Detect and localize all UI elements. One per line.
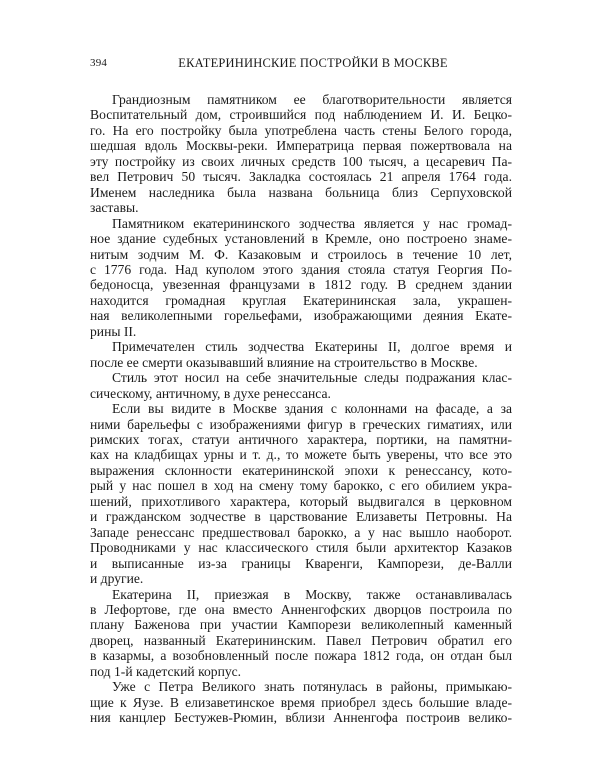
text-line: шений, прихотливого характера, который выдвигался в церковном <box>90 493 512 509</box>
text-line: рины II. <box>90 323 137 339</box>
text-line: ния канцлер Бестужев-Рюмин, вблизи Анненгофа построив велико- <box>90 710 512 726</box>
text-line: эту постройку из своих личных средств 100 тысяч, а цесаревич Па- <box>90 153 512 169</box>
text-line: Именем наследника была названа больница близ Серпуховской <box>90 184 512 200</box>
text-line: дворец, названный Екатерининским. Павел Петрович обратил его <box>90 632 512 648</box>
text-line: Грандиозным памятником ее благотворительности является <box>112 92 512 107</box>
text-line: заставы. <box>90 200 139 216</box>
text-line: римских тогах, статуи античного характера, портики, на памятни- <box>90 431 512 447</box>
paragraph <box>90 679 512 725</box>
text-line: щие к Яузе. В елизаветинское время приобрел здесь большие владе- <box>90 694 512 710</box>
text-line: Стиль этот носил на себе значительные следы подражания клас- <box>112 370 512 386</box>
text-line: нитым зодчим М. Ф. Казаковым и строилось в течение 10 лет, <box>90 246 512 262</box>
running-title: ЕКАТЕРИНИНСКИЕ ПОСТРОЙКИ В МОСКВЕ <box>178 56 448 70</box>
paragraph <box>90 216 512 340</box>
text-line: Воспитательный дом, строившийся под наблюдением И. И. Бецко- <box>90 107 512 123</box>
text-line: Примечателен стиль зодчества Екатерины II, долгое время и <box>112 339 512 355</box>
text-line: ках на кладбищах урны и т. д., то можете быть уверены, что все это <box>90 447 512 463</box>
book-page <box>90 55 512 726</box>
text-line: в казармы, а возобновленный после пожара 1812 года, он отдан был <box>90 648 512 664</box>
paragraph <box>90 370 512 401</box>
text-line: и гражданском зодчестве в царствование Елизаветы Петровны. На <box>90 509 512 525</box>
text-line: вел Петрович 50 тысяч. Закладка состоялась 21 апреля 1764 года. <box>90 169 512 185</box>
text-line: после ее смерти оказывавший влияние на строительство в Москве. <box>90 354 478 370</box>
text-line: бедоносца, увезенная французами в 1812 году. В среднем здании <box>90 277 512 293</box>
paragraph <box>90 401 512 586</box>
page-number: 394 <box>90 57 108 69</box>
text-line: ними барельефы с изображениями фигур в греческих гиматиях, или <box>90 416 512 432</box>
text-line: Памятником екатерининского зодчества является у нас громад- <box>112 215 512 231</box>
text-line: Если вы видите в Москве здания с колоннами на фасаде, а за <box>112 401 512 417</box>
text-line: шедшая вдоль Москвы-реки. Императрица первая пожертвовала на <box>90 138 512 154</box>
text-line: ная великолепными горельефами, изображающими деяния Екате- <box>90 308 512 324</box>
paragraph <box>90 92 512 216</box>
text-line: ное здание судебных установлений в Кремле, оно построено знаме- <box>90 231 512 247</box>
text-line: рый у нас пошел в ход на смену тому барокко, с его обилием укра- <box>90 478 512 494</box>
page-header <box>90 55 512 75</box>
text-line: Западе ренессанс предшествовал барокко, а у нас вышло наоборот. <box>90 524 512 540</box>
text-line: плану Баженова при участии Кампорези великолепный каменный <box>90 617 512 633</box>
paragraph <box>90 339 512 370</box>
text-line: и другие. <box>90 571 144 587</box>
text-line: в Лефортове, где она вместо Анненгофских дворцов построила по <box>90 601 512 617</box>
text-line: находится громадная круглая Екатерининская зала, украшен- <box>90 292 512 308</box>
paragraph <box>90 587 512 680</box>
text-line: выражения склонности екатерининской эпохи к ренессансу, кото- <box>90 462 512 478</box>
text-line: под 1-й кадетский корпус. <box>90 663 242 679</box>
text-line: Екатерина II, приезжая в Москву, также останавливалась <box>112 586 512 602</box>
page-body <box>90 92 512 726</box>
text-line: сическому, античному, в духе ренессанса. <box>90 385 331 401</box>
text-line: го. На его постройку была употреблена часть стены Белого города, <box>90 122 512 138</box>
text-line: с 1776 года. Над куполом этого здания стояла статуя Георгия По- <box>90 261 512 277</box>
text-line: Уже с Петра Великого знать потянулась в районы, примыкаю- <box>112 679 512 695</box>
text-line: Проводниками у нас классического стиля были архитектор Казаков <box>90 540 512 556</box>
text-line: и выписанные из-за границы Кваренги, Кампорези, де-Валли <box>90 555 512 571</box>
